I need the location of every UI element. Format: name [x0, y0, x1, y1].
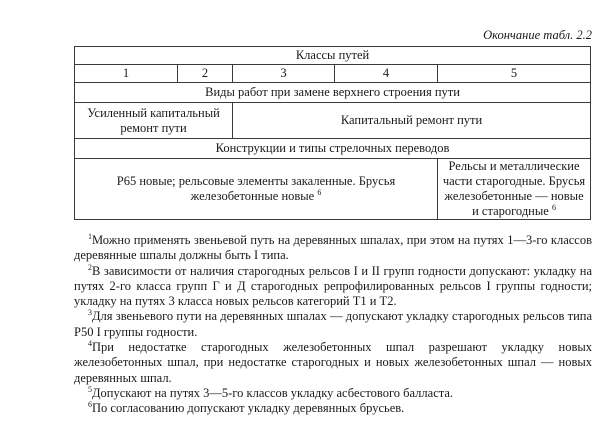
footnote-text: Можно применять звеньевой путь на деревянных шпалах, при этом на путях 1—3-го классов деревянные шпалы должны быть I типа.: [74, 233, 592, 263]
footnote-6: [74, 401, 592, 416]
table-continuation-caption: Окончание табл. 2.2: [483, 28, 592, 42]
footnote-number: 5: [88, 384, 92, 394]
class-3-cell: 3: [233, 65, 335, 83]
footnote-number: 1: [88, 231, 92, 241]
footnote-text: При недостатке старогодных железобетонных шпал разрешают укладку новых железобетонных шпал, при недостатке старогодных и новых железобетонных шпал — новых деревянных шпал.: [74, 340, 592, 385]
construction-used-cell: [438, 159, 591, 220]
footnote-text: По согласованию допускают укладку деревянных брусьев.: [92, 401, 405, 416]
work-capital-repair-cell: Капитальный ремонт пути: [233, 103, 591, 139]
section-work-types: Виды работ при замене верхнего строения пути: [75, 83, 591, 103]
footnote-3: [74, 309, 592, 340]
footnote-text: Допускают на путях 3—5-го классов укладку асбестового балласта.: [92, 385, 454, 400]
footnote-4: [74, 340, 592, 386]
footnote-5: [74, 386, 592, 401]
construction-used-text: Рельсы и металлические части старогодные. Брусья железобетонные — новые и старогодные: [442, 159, 586, 218]
footnote-number: 3: [88, 308, 92, 318]
footnote-1: [74, 233, 592, 264]
footnote-ref-6: 6: [317, 187, 322, 197]
class-2-cell: 2: [178, 65, 233, 83]
footnote-text: В зависимости от наличия старогодных рельсов I и II групп годности допускают: укладку на путях 2-го класса групп Г и Д старогодных репрофилированных рельсов I группы годности; укладку на путях 3 класса новых рельсов категорий Т1 и Т2.: [74, 263, 592, 309]
footnote-ref-6: 6: [551, 202, 556, 212]
footnotes: [74, 233, 592, 417]
footnote-2: [74, 264, 592, 310]
construction-new-cell: [75, 159, 438, 220]
table-header-track-classes: Классы путей: [75, 47, 591, 65]
footnote-number: 6: [88, 400, 92, 410]
class-4-cell: 4: [335, 65, 438, 83]
footnote-text: Для звеньевого пути на деревянных шпалах — допускают укладку старогодных рельсов типа Р50 I группы годности.: [74, 309, 592, 339]
track-classes-table: [74, 46, 591, 220]
class-5-cell: 5: [438, 65, 591, 83]
work-reinforced-repair-cell: Усиленный капитальный ремонт пути: [75, 103, 233, 139]
class-1-cell: 1: [75, 65, 178, 83]
section-construction-types: Конструкции и типы стрелочных переводов: [75, 139, 591, 159]
footnote-number: 4: [88, 338, 92, 348]
footnote-number: 2: [88, 262, 92, 272]
construction-new-text: Р65 новые; рельсовые элементы закаленные. Брусья железобетонные новые: [116, 174, 396, 203]
